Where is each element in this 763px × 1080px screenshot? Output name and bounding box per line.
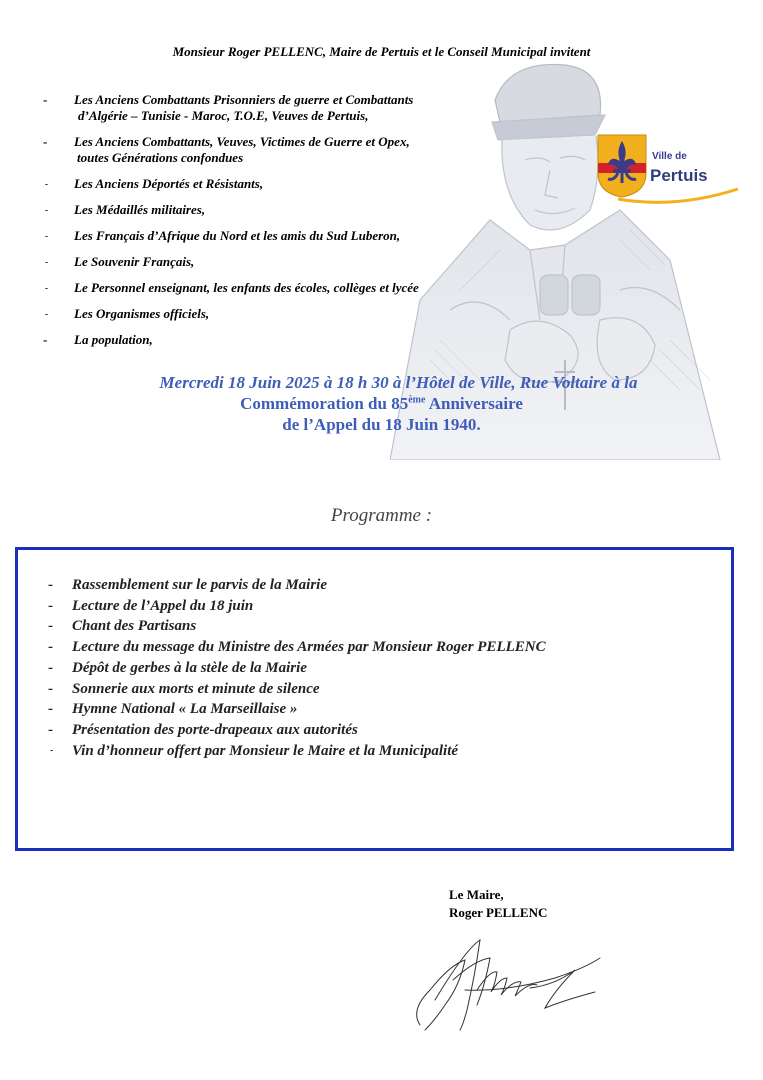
programme-item [18, 596, 546, 617]
programme-item [18, 616, 546, 637]
programme-item-text: Chant des Partisans [72, 618, 197, 635]
invitee-item [0, 254, 520, 270]
list-dash: - [48, 680, 53, 697]
programme-item-text: Lecture du message du Ministre des Armées par Monsieur Roger PELLENC [72, 639, 546, 656]
handwritten-signature [405, 930, 615, 1040]
invitee-line: Le Personnel enseignant, les enfants des écoles, collèges et lycée [74, 280, 419, 295]
list-dash: - [45, 179, 48, 189]
event-anniversary-text: Anniversaire [425, 394, 523, 413]
programme-list [18, 575, 546, 761]
programme-item [18, 699, 546, 720]
invitee-line: Les Anciens Combattants, Veuves, Victimes de Guerre et Opex, [74, 134, 410, 149]
programme-item [18, 658, 546, 679]
list-dash: - [43, 134, 48, 149]
logo-swoosh [616, 185, 741, 207]
programme-item [18, 741, 546, 762]
invitee-item [0, 280, 520, 296]
event-commemoration [0, 393, 763, 414]
list-dash: - [48, 618, 53, 635]
list-dash: - [45, 231, 48, 241]
programme-item-text: Présentation des porte-drapeaux aux autorités [72, 721, 358, 738]
list-dash: - [48, 639, 53, 656]
programme-item-text: Lecture de l’Appel du 18 juin [72, 597, 254, 614]
programme-item [18, 720, 546, 741]
pertuis-logo [596, 133, 746, 213]
invitee-line: Le Souvenir Français, [74, 254, 195, 269]
list-dash: - [43, 92, 48, 107]
invitee-line: Les Français d’Afrique du Nord et les amis du Sud Luberon, [74, 228, 401, 243]
invitee-item [0, 134, 520, 166]
programme-item-text: Vin d’honneur offert par Monsieur le Maire et la Municipalité [72, 742, 459, 759]
programme-item [18, 575, 546, 596]
list-dash: - [48, 721, 53, 738]
mayor-title: Le Maire, [449, 887, 504, 902]
invitee-item [0, 202, 520, 218]
programme-item-text: Sonnerie aux morts et minute de silence [72, 680, 320, 697]
list-dash: - [50, 744, 54, 756]
list-dash: - [45, 257, 48, 267]
signature-block [449, 886, 547, 922]
list-dash: - [45, 205, 48, 215]
list-dash: - [45, 283, 48, 293]
invitee-line: d’Algérie – Tunisie - Maroc, T.O.E, Veuves de Pertuis, [78, 108, 369, 123]
invitee-line: Les Anciens Combattants Prisonniers de guerre et Combattants [74, 92, 414, 107]
invitee-item [0, 332, 520, 348]
programme-item [18, 637, 546, 658]
list-dash: - [48, 659, 53, 676]
event-date-location: Mercredi 18 Juin 2025 à 18 h 30 à l’Hôtel de Ville, Rue Voltaire à la [159, 373, 638, 392]
logo-ville-de: Ville de [652, 151, 687, 162]
invitee-item [0, 228, 520, 244]
list-dash: - [48, 597, 53, 614]
event-details [0, 372, 763, 435]
invitee-item [0, 306, 520, 322]
list-dash: - [48, 701, 53, 718]
event-ordinal-suffix: ème [408, 394, 426, 406]
invitee-line: toutes Générations confondues [77, 150, 244, 165]
programme-item [18, 679, 546, 700]
programme-title: Programme : [330, 505, 433, 526]
list-dash: - [43, 332, 48, 347]
invitee-line: La population, [74, 332, 153, 347]
event-appel: de l’Appel du 18 Juin 1940. [282, 415, 481, 434]
programme-item-text: Dépôt de gerbes à la stèle de la Mairie [72, 659, 307, 676]
invitee-item [0, 92, 520, 124]
programme-item-text: Rassemblement sur le parvis de la Mairie [72, 577, 327, 593]
mayor-name: Roger PELLENC [449, 905, 548, 920]
logo-town-name: Pertuis [650, 166, 708, 185]
programme-item-text: Hymne National « La Marseillaise » [72, 701, 298, 718]
event-commemoration-text: Commémoration du 85 [240, 394, 409, 413]
list-dash: - [48, 577, 53, 593]
invitee-line: Les Organismes officiels, [74, 306, 210, 321]
list-dash: - [45, 309, 48, 319]
invitee-item [0, 176, 520, 192]
invitee-line: Les Médaillés militaires, [74, 202, 206, 217]
invitee-list [0, 92, 520, 358]
invitee-line: Les Anciens Déportés et Résistants, [74, 176, 264, 191]
programme-box [15, 547, 734, 851]
invitation-header: Monsieur Roger PELLENC, Maire de Pertuis et le Conseil Municipal invitent [172, 44, 591, 59]
